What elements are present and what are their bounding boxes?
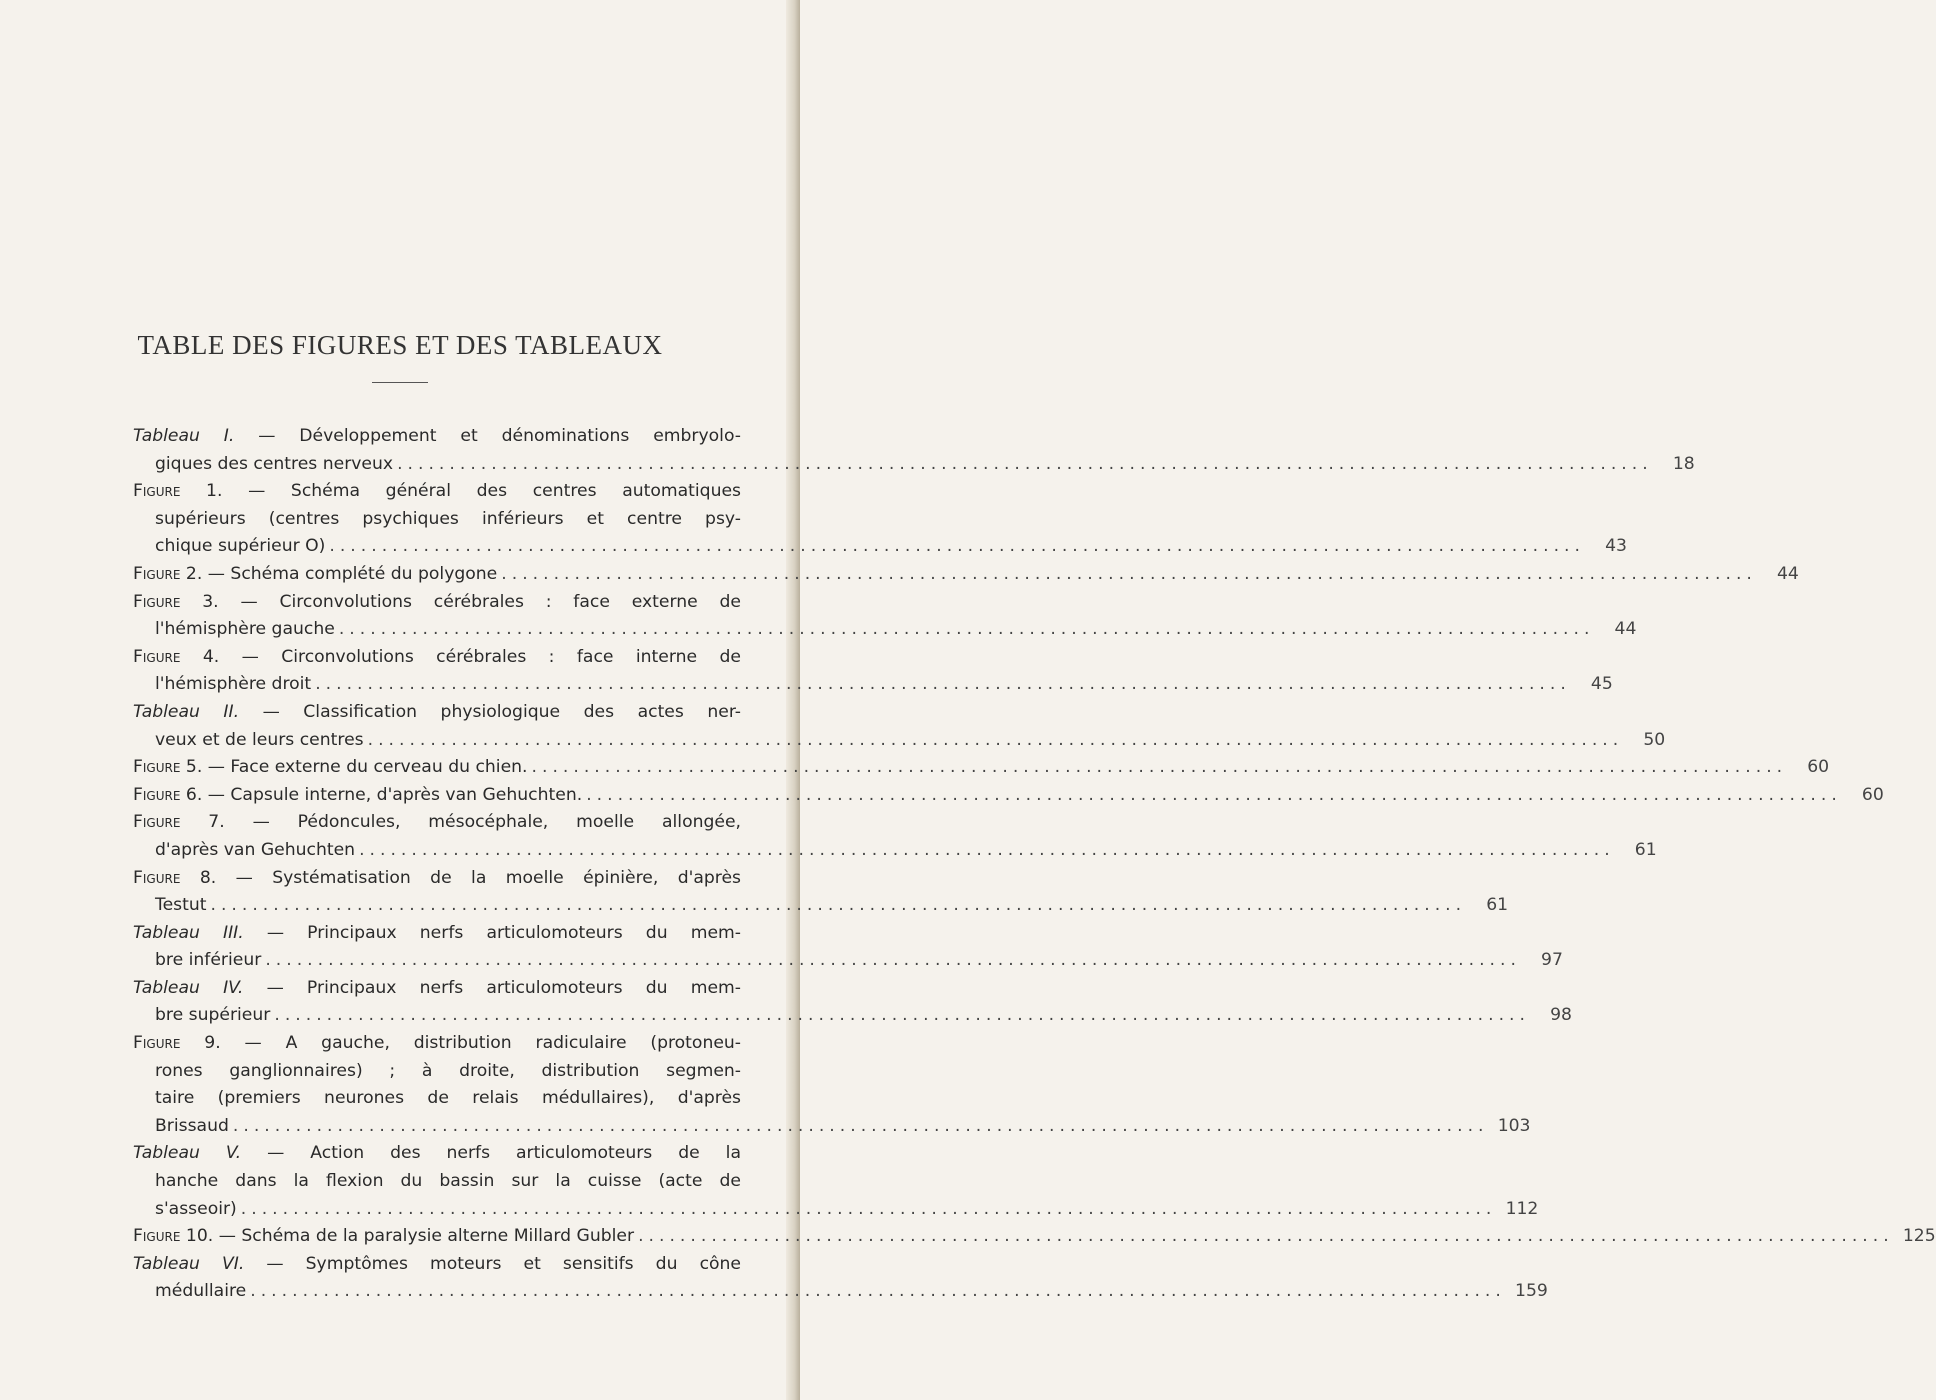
page-number: 43 — [1605, 536, 1627, 557]
entry-text-end: bre supérieur — [155, 1005, 271, 1026]
page-number: 125 — [1902, 1226, 1936, 1247]
entry-text-end: l'hémisphère droit — [155, 674, 312, 695]
toc-entry — [133, 865, 1509, 920]
entry-text-end: d'après van Gehuchten — [155, 839, 356, 860]
entry-text: — Principaux nerfs articulomoteurs du mem- — [266, 977, 741, 998]
leader-dots: ........................................................................................................................ — [240, 1198, 1497, 1219]
entry-line — [133, 1251, 741, 1279]
entry-last-line — [133, 671, 1613, 699]
entry-last-line — [133, 1113, 1531, 1141]
entry-last-line — [133, 616, 1637, 644]
entry-text — [133, 754, 528, 782]
entry-text: — Classification physiologique des actes ner- — [262, 701, 741, 722]
entry-text: — Principaux nerfs articulomoteurs du mem- — [266, 922, 741, 943]
page-number: 61 — [1486, 895, 1509, 916]
entry-last-line — [133, 754, 1830, 782]
entry-text — [155, 837, 355, 865]
entry-text: — Symptômes moteurs et sensitifs du cône — [266, 1253, 742, 1274]
entry-last-line — [133, 533, 1627, 561]
page-edge — [786, 0, 800, 1400]
entry-line — [133, 920, 741, 948]
title-divider — [372, 382, 428, 383]
entry-last-line — [133, 1223, 1936, 1251]
entry-text: rones ganglionnaires) ; à droite, distribution segmen- — [155, 1060, 741, 1081]
toc-entry — [133, 1223, 1936, 1251]
toc-entry — [133, 1140, 1539, 1223]
leader-dots: ........................................................................................................................ — [367, 729, 1624, 750]
leader-dots: ........................................................................................................................ — [329, 536, 1585, 557]
entry-text-end: — Schéma complété du polygone — [207, 563, 498, 584]
entry-last-line — [133, 1196, 1539, 1224]
entry-line — [133, 699, 741, 727]
leader-dots: ........................................................................................................................ — [315, 674, 1571, 695]
entry-line — [133, 865, 741, 893]
page-title: TABLE DES FIGURES ET DES TABLEAUX — [137, 330, 663, 360]
entry-text — [155, 1278, 246, 1306]
entry-text — [155, 671, 311, 699]
page-number: 61 — [1634, 839, 1657, 860]
toc-entry — [133, 920, 1563, 975]
toc-entry — [133, 1030, 1531, 1140]
entry-label: Tableau I. — [133, 426, 235, 446]
entry-text: supérieurs (centres psychiques inférieurs et centre psy- — [155, 508, 741, 529]
entry-text: — Circonvolutions cérébrales : face externe de — [240, 591, 741, 612]
entry-last-line — [133, 727, 1666, 755]
entry-label: Figure 2. — [133, 563, 203, 584]
entry-text-end: chique supérieur O) — [155, 536, 326, 557]
toc-entry — [133, 975, 1572, 1030]
entry-text: — Développement et dénominations embryolo- — [258, 426, 741, 446]
toc-entry — [133, 423, 1695, 478]
leader-dots: ........................................................................................................................ — [250, 1281, 1506, 1302]
entry-text-end: médullaire — [155, 1281, 247, 1302]
entry-label: Figure 6. — [133, 784, 203, 805]
entry-text — [133, 561, 497, 589]
page-number: 60 — [1861, 784, 1884, 805]
page-number: 159 — [1515, 1281, 1548, 1302]
entry-text: — Circonvolutions cérébrales : face interne de — [241, 646, 741, 667]
leader-dots: ........................................................................................................................ — [501, 563, 1757, 584]
entry-text-end: l'hémisphère gauche — [155, 619, 335, 640]
entry-text: taire (premiers neurones de relais médullaires), d'après — [155, 1088, 741, 1109]
entry-text — [155, 1196, 237, 1224]
page-number: 103 — [1497, 1115, 1531, 1136]
entry-text — [155, 616, 335, 644]
entry-text: hanche dans la flexion du bassin sur la cuisse (acte de — [155, 1171, 741, 1192]
leader-dots: ........................................................................................................................ — [397, 453, 1653, 474]
toc-entry — [133, 561, 1799, 589]
entry-text-end: Brissaud — [155, 1115, 229, 1136]
entry-last-line — [133, 451, 1695, 479]
page-number: 44 — [1777, 563, 1799, 584]
entry-last-line — [133, 561, 1799, 589]
page-number: 112 — [1505, 1198, 1539, 1219]
toc-entry — [133, 1251, 1548, 1306]
entry-text — [155, 727, 364, 755]
entry-last-line — [133, 1002, 1572, 1030]
entry-text-end: giques des centres nerveux — [155, 453, 394, 474]
entry-line — [133, 1168, 741, 1196]
entry-last-line — [133, 1278, 1548, 1306]
entry-label: Figure 8. — [133, 867, 217, 888]
entry-line — [133, 589, 741, 617]
entry-text: — Systématisation de la moelle épinière, d'après — [235, 867, 742, 888]
leader-dots: ........................................................................................................................ — [638, 1226, 1894, 1247]
entry-text: — Schéma général des centres automatiques — [248, 481, 741, 502]
entry-last-line — [133, 947, 1563, 975]
entry-last-line — [133, 892, 1509, 920]
toc-entry — [133, 644, 1613, 699]
page-number: 98 — [1550, 1005, 1572, 1026]
entry-line — [133, 1058, 741, 1086]
entry-label: Tableau V. — [133, 1143, 242, 1164]
toc-entry — [133, 699, 1666, 754]
toc-entry — [133, 589, 1637, 644]
entry-text-end: s'asseoir) — [155, 1198, 237, 1219]
entry-text — [155, 947, 261, 975]
page-number: 45 — [1590, 674, 1613, 695]
page-number: 97 — [1541, 950, 1563, 971]
entry-text — [155, 892, 206, 920]
leader-dots: ........................................................................................................................ — [586, 784, 1842, 805]
entry-line — [133, 506, 741, 534]
entry-label: Figure 4. — [133, 646, 220, 667]
entry-label: Tableau III. — [133, 922, 244, 943]
entry-line — [133, 644, 741, 672]
entry-line — [133, 809, 741, 837]
entry-label: Figure 1. — [133, 481, 223, 502]
entry-label: Figure 3. — [133, 591, 219, 612]
entry-label: Figure 5. — [133, 757, 203, 778]
entry-label: Figure 7. — [133, 812, 225, 833]
page-number: 50 — [1643, 729, 1666, 750]
entry-label: Tableau II. — [133, 701, 240, 722]
page-number: 60 — [1807, 757, 1830, 778]
entry-text: — Action des nerfs articulomoteurs de la — [267, 1143, 741, 1164]
table-of-figures — [133, 423, 1936, 1306]
toc-entry — [133, 809, 1657, 864]
leader-dots: ........................................................................................................................ — [531, 757, 1788, 778]
leader-dots: ........................................................................................................................ — [210, 895, 1467, 916]
entry-text-end: — Face externe du cerveau du chien. — [207, 757, 528, 778]
entry-label: Figure 9. — [133, 1033, 221, 1054]
leader-dots: ........................................................................................................................ — [338, 619, 1595, 640]
entry-line — [133, 1030, 741, 1058]
entry-text — [133, 782, 582, 810]
entry-text — [133, 1223, 634, 1251]
entry-text — [155, 451, 393, 479]
entry-text: — A gauche, distribution radiculaire (protoneu- — [244, 1033, 742, 1054]
leader-dots: ........................................................................................................................ — [359, 839, 1615, 860]
toc-entry — [133, 478, 1627, 561]
entry-label: Figure 10. — [133, 1226, 214, 1247]
entry-label: Tableau VI. — [133, 1253, 245, 1274]
leader-dots: ........................................................................................................................ — [265, 950, 1521, 971]
entry-line — [133, 1085, 741, 1113]
entry-text-end: veux et de leurs centres — [155, 729, 364, 750]
entry-line — [133, 423, 741, 451]
toc-entry — [133, 782, 1884, 810]
entry-text-end: bre inférieur — [155, 950, 262, 971]
page-number: 44 — [1614, 619, 1637, 640]
page-number: 18 — [1672, 453, 1695, 474]
entry-line — [133, 478, 741, 506]
entry-text-end: — Capsule interne, d'après van Gehuchten. — [207, 784, 583, 805]
entry-text-end: Testut — [155, 895, 207, 916]
entry-text — [155, 533, 325, 561]
leader-dots: ........................................................................................................................ — [232, 1115, 1489, 1136]
entry-text — [155, 1113, 229, 1141]
entry-text: — Pédoncules, mésocéphale, moelle allongée, — [252, 812, 742, 833]
entry-text-end: — Schéma de la paralysie alterne Millard Gubler — [218, 1226, 635, 1247]
entry-label: Tableau IV. — [133, 977, 244, 998]
entry-line — [133, 1140, 741, 1168]
leader-dots: ........................................................................................................................ — [274, 1005, 1530, 1026]
entry-line — [133, 975, 741, 1003]
entry-text — [155, 1002, 270, 1030]
toc-entry — [133, 754, 1830, 782]
entry-last-line — [133, 837, 1657, 865]
entry-last-line — [133, 782, 1884, 810]
